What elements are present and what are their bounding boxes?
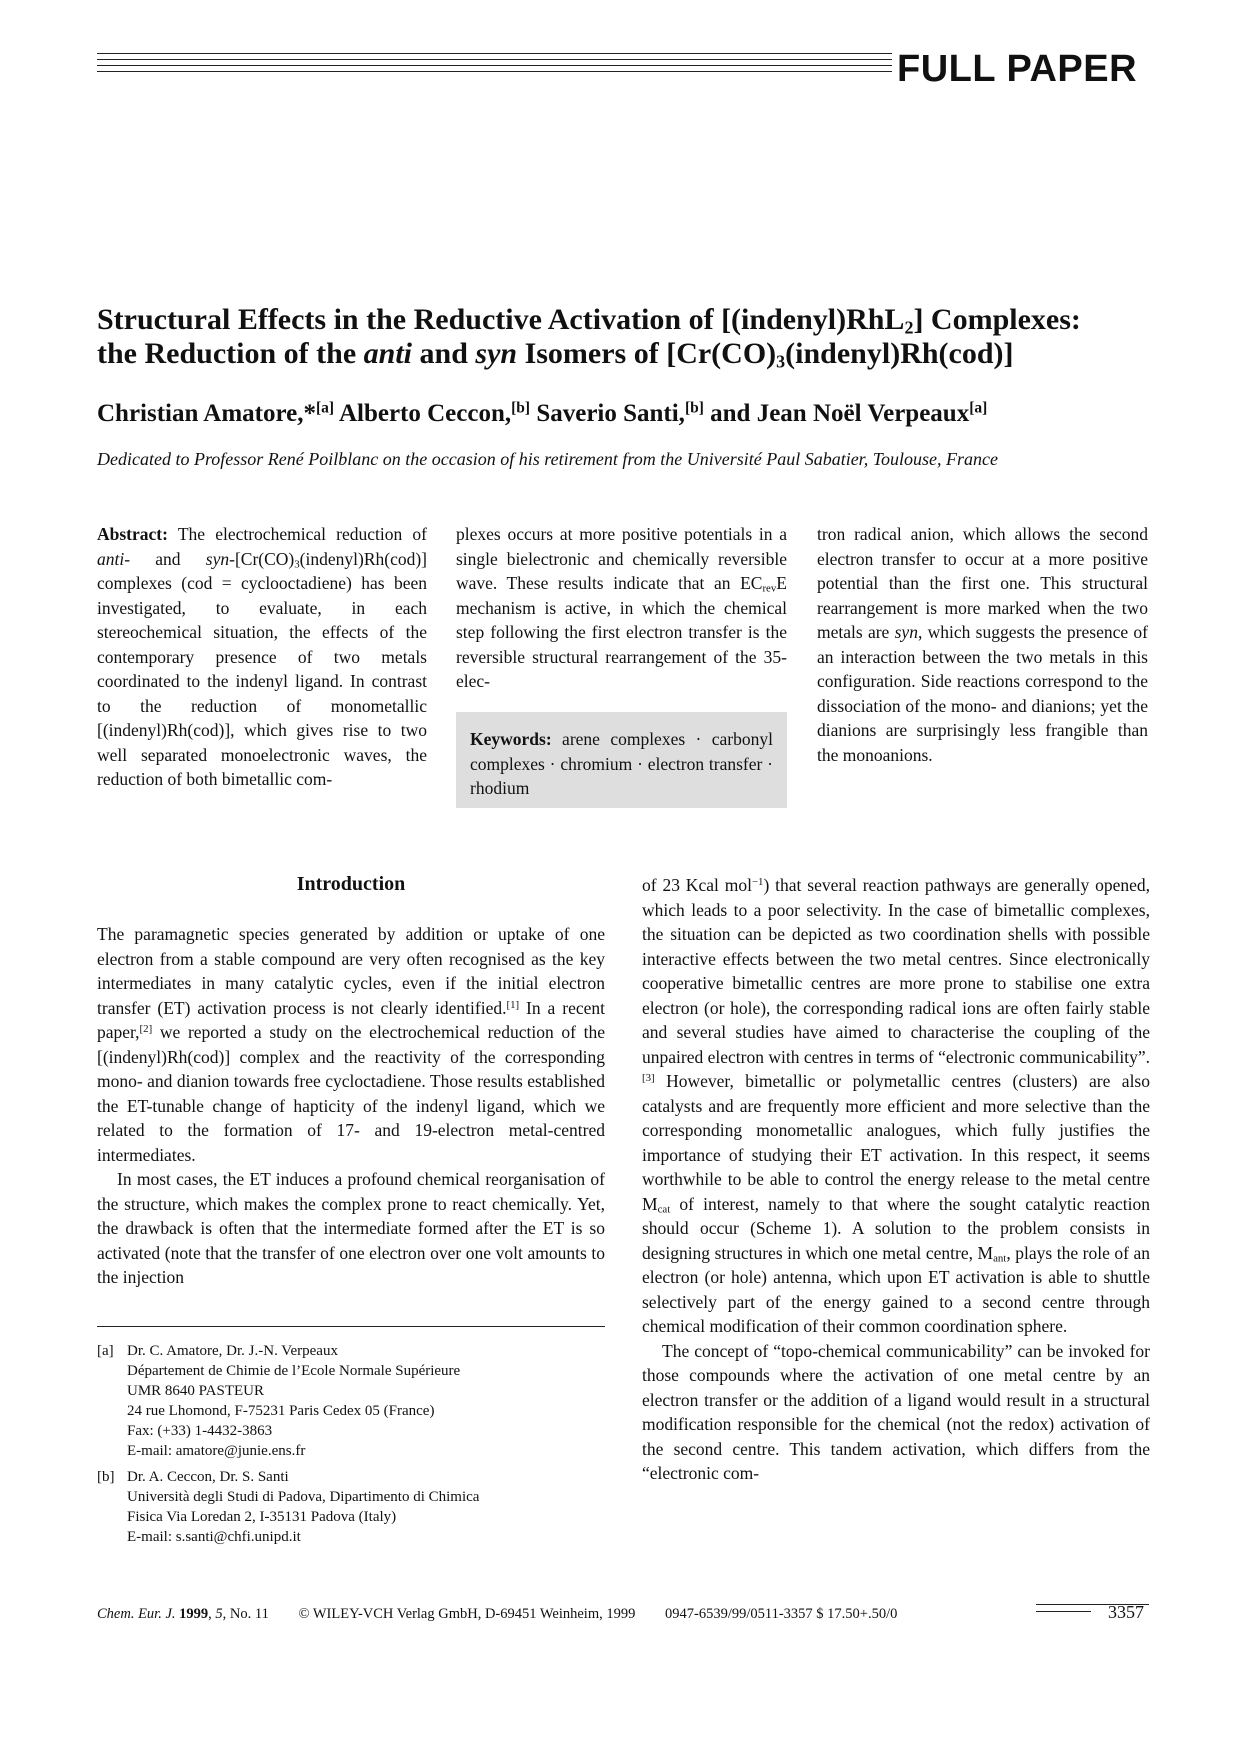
author-list: Christian Amatore,*[a] Alberto Ceccon,[b] Saverio Santi,[b] and Jean Noël Verpeaux[a] (97, 399, 988, 427)
author-name: Alberto Ceccon, (338, 400, 512, 427)
keywords-box (456, 712, 787, 808)
dedication: Dedicated to Professor René Poilblanc on the occasion of his retirement from the Université Paul Sabatier, Toulouse, France (97, 449, 999, 469)
affiliation-footnotes (97, 1341, 605, 1553)
author-affiliation: [a] (969, 399, 988, 417)
page-footer (97, 1606, 923, 1623)
citation: [3] (642, 1072, 655, 1085)
section-label: FULL PAPER (897, 48, 1138, 90)
footnote-a: [a] Dr. C. Amatore, Dr. J.-N. Verpeaux Département de Chimie de l’Ecole Normale Supérieure UMR 8640 PASTEUR 24 rue Lhomond, F-75231 Paris Cedex 05 (France) Fax: (+33) 1-4432-3863 E-mail: amatore@junie.ens.fr (97, 1343, 461, 1459)
paragraph: In most cases, the ET induces a profound chemical reorganisation of the structure, which makes the complex prone to react chemically. Yet, the drawback is often that the intermediate formed after the ET is so activated (note that the transfer of one electron over one volt amounts to the injection (97, 1169, 605, 1287)
publisher: © WILEY-VCH Verlag GmbH, D-69451 Weinheim, 1999 (298, 1606, 636, 1622)
author-name: Christian Amatore,* (97, 400, 316, 427)
keywords-text: arene complexes · carbonyl complexes · chromium · electron transfer · rhodium (470, 729, 773, 798)
page-number-rule (1036, 1611, 1091, 1612)
header-rules (97, 53, 892, 83)
author-affiliation: [b] (684, 399, 704, 417)
introduction-heading: Introduction (296, 873, 406, 895)
citation: [2] (139, 1023, 153, 1036)
abstract-column-1: Abstract: The electrochemical reduction of anti- and syn-$[Cr(CO)_3(indenyl)Rh(cod)]$ complexes (cod = cyclooctadiene) has been investigated, to evaluate, in each stereochemical situation, the effects of the contemporary presence of two metals coordinated to the indenyl ligand. In contrast to the reduction of monometallic [(indenyl)Rh(cod)], which gives rise to two well separated monoelectronic waves, the reduction of both bimetallic com- (97, 524, 427, 789)
author-name: Jean Noël Verpeaux (756, 400, 970, 427)
author-affiliation: [b] (511, 399, 531, 417)
introduction-column-1 (97, 922, 605, 1290)
introduction-column-2 (642, 873, 1150, 1486)
paragraph: The concept of “topo-chemical communicability” can be invoked for those compounds where the activation of one metal centre by an electron transfer or the addition of a ligand would result in a structural modification responsible for the chemical (not the redox) activation of the second centre. This tandem activation, which differs from the “electronic com- (642, 1340, 1150, 1483)
citation: [1] (506, 998, 520, 1011)
author-affiliation: [a] (315, 399, 335, 417)
abstract-column-2: plexes occurs at more positive potentials in a single bielectronic and chemically reversible wave. These results indicate that an $EC_{rev}E$ mechanism is active, in which the chemical step following the first electron transfer is the reversible structural rearrangement of the 35-elec- (456, 524, 787, 691)
footnote-divider (97, 1326, 605, 1327)
article-title: Structural Effects in the Reductive Activation of [(indenyl)RhL$_2$] Complexes: the Reduction of the anti and syn Isomers of $[Cr(CO)_3(indenyl)Rh(cod)]$ (97, 303, 1081, 372)
abstract-label: Abstract: (97, 524, 168, 544)
footnote-b: [b] Dr. A. Ceccon, Dr. S. Santi Università degli Studi di Padova, Dipartimento di Chimica Fisica Via Loredan 2, I-35131 Padova (Italy) E-mail: s.santi@chfi.unipd.it (97, 1469, 480, 1545)
citation-line: Chem. Eur. J. 1999, 5, No. 11 (97, 1606, 269, 1622)
paragraph: The paramagnetic species generated by addition or uptake of one electron from a stable compound are very often recognised as the key intermediates in many catalytic cycles, even if the initial electron transfer (ET) activation process is not clearly identified.[1] In a recent paper,[2] we reported a study on the electrochemical reduction of the [(indenyl)Rh(cod)] complex and the reactivity of the corresponding mono- and dianion towards free cycloctadiene. Those results established the ET-tunable change of hapticity of the indenyl ligand, which we related to the formation of 17- and 19-electron metal-centred intermediates. (97, 924, 605, 1165)
author-name: Saverio Santi, (536, 400, 685, 427)
page-number: 3357 (1108, 1602, 1144, 1622)
paragraph: of 23 Kcal mol$^{-1}$) that several reaction pathways are generally opened, which leads to a poor selectivity. In the case of bimetallic complexes, the situation can be depicted as two coordination shells with possible interactive effects between the two metal centres. Since electronically cooperative bimetallic centres are more prone to stabilise one extra electron (or hole), the corresponding radical ions are often fairly stable and several studies have aimed to characterise the coupling of the unpaired electron with centres in terms of “electronic communicability”.[3] However, bimetallic or polymetallic centres (clusters) are also catalysts and are frequently more efficient and more selective than the corresponding monometallic analogues, which fully justifies the importance of studying their ET activation. In this respect, it seems worthwhile to be able to control the energy release to the metal centre $M_{cat}$ of interest, namely to that where the sought catalytic reaction should occur (Scheme 1). A solution to the problem consists in designing structures in which one metal centre, $M_{ant}$, plays the role of an electron (or hole) antenna, which upon ET activation is able to shuttle selectively part of the energy gained to a second centre through chemical modification of their common coordination sphere. (642, 875, 1151, 1336)
abstract-column-3: tron radical anion, which allows the second electron transfer to occur at a more positive potential than the first one. This structural rearrangement is more marked when the two metals are syn, which suggests the presence of an interaction between the two metals in this configuration. Side reactions correspond to the dissociation of the mono- and dianions; yet the dianions are surprisingly less frangible than the monoanions. (817, 524, 1148, 765)
keywords-label: Keywords: (470, 729, 552, 749)
article-code: 0947-6539/99/0511-3357 $ 17.50+.50/0 (664, 1606, 898, 1622)
